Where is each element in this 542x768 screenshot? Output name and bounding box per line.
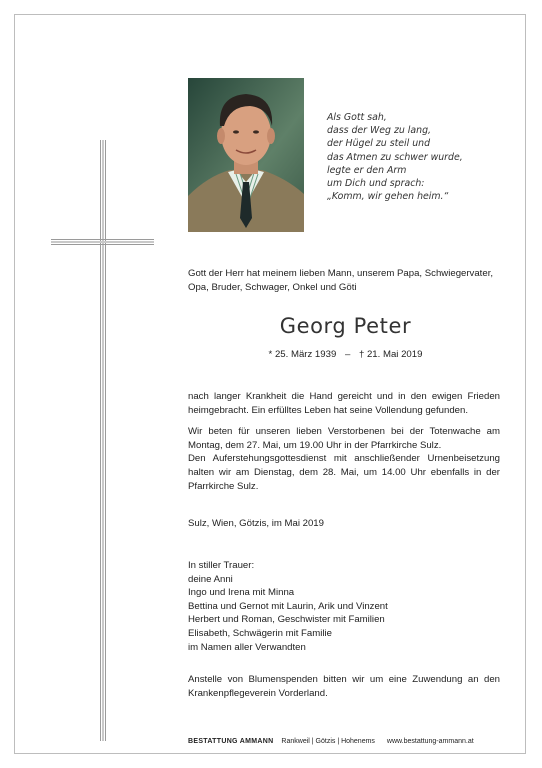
poem-line: der Hügel zu steil und [327,138,431,150]
deceased-name: Georg Peter [279,314,412,338]
mourner-line: Elisabeth, Schwägerin mit Familie [188,627,332,639]
death-date: † 21. Mai 2019 [358,349,423,360]
paragraph-vigil: Wir beten für unseren lieben Verstorbenen bei der Totenwache am Montag, dem 27. Mai, um 19.00 Uhr in der Pfarrkirche Sulz. [188,426,500,451]
paragraph-funeral-service: Den Auferstehungsgottesdienst mit anschließender Urnenbeisetzung halten wir am Dienstag, dem 28. Mai, um 14.00 Uhr ebenfalls in der Pfarrkirche Sulz. [188,453,500,492]
mourner-line: Ingo und Irena mit Minna [188,587,295,599]
footer [188,738,508,745]
paragraph-donations: Anstelle von Blumenspenden bitten wir um eine Zuwendung an den Krankenpflegeverein Vorderland. [188,674,500,699]
funeral-home-locations: Rankweil | Götzis | Hohenems [281,738,375,745]
cross-horizontal-beam [51,239,154,245]
mourner-line: In stiller Trauer: [188,560,255,571]
life-dates [188,349,503,360]
mourner-line: im Namen aller Verwandten [188,641,306,653]
portrait-illustration [188,78,304,232]
mourners-list [188,559,388,654]
poem-line: legte er den Arm [327,164,407,176]
funeral-home-website[interactable]: www.bestattung-ammann.at [386,738,474,745]
poem [327,111,517,203]
intro-text: Gott der Herr hat meinem lieben Mann, unserem Papa, Schwiegervater, Opa, Bruder, Schwager, Onkel und Göti [188,268,494,293]
poem-line: Als Gott sah, [327,112,387,123]
portrait-photo [188,78,304,232]
birth-date: * 25. März 1939 [268,349,337,360]
cross-vertical-beam [100,140,106,741]
poem-line: „Komm, wir gehen heim.“ [327,191,449,203]
paragraph-passing: nach langer Krankheit die Hand gereicht und in den ewigen Frieden heimgebracht. Ein erfülltes Leben hat seine Vollendung gefunden. [188,391,500,416]
poem-line: um Dich und sprach: [327,178,425,190]
mourner-line: deine Anni [188,573,233,585]
poem-line: dass der Weg zu lang, [327,125,432,137]
mourner-line: Bettina und Gernot mit Laurin, Arik und Vinzent [188,600,388,612]
poem-line: das Atmen zu schwer wurde, [327,151,463,163]
date-separator: – [344,349,351,360]
mourner-line: Herbert und Roman, Geschwister mit Familien [188,614,385,626]
funeral-home-brand: BESTATTUNG AMMANN [188,738,274,745]
place-and-date: Sulz, Wien, Götzis, im Mai 2019 [188,518,324,529]
